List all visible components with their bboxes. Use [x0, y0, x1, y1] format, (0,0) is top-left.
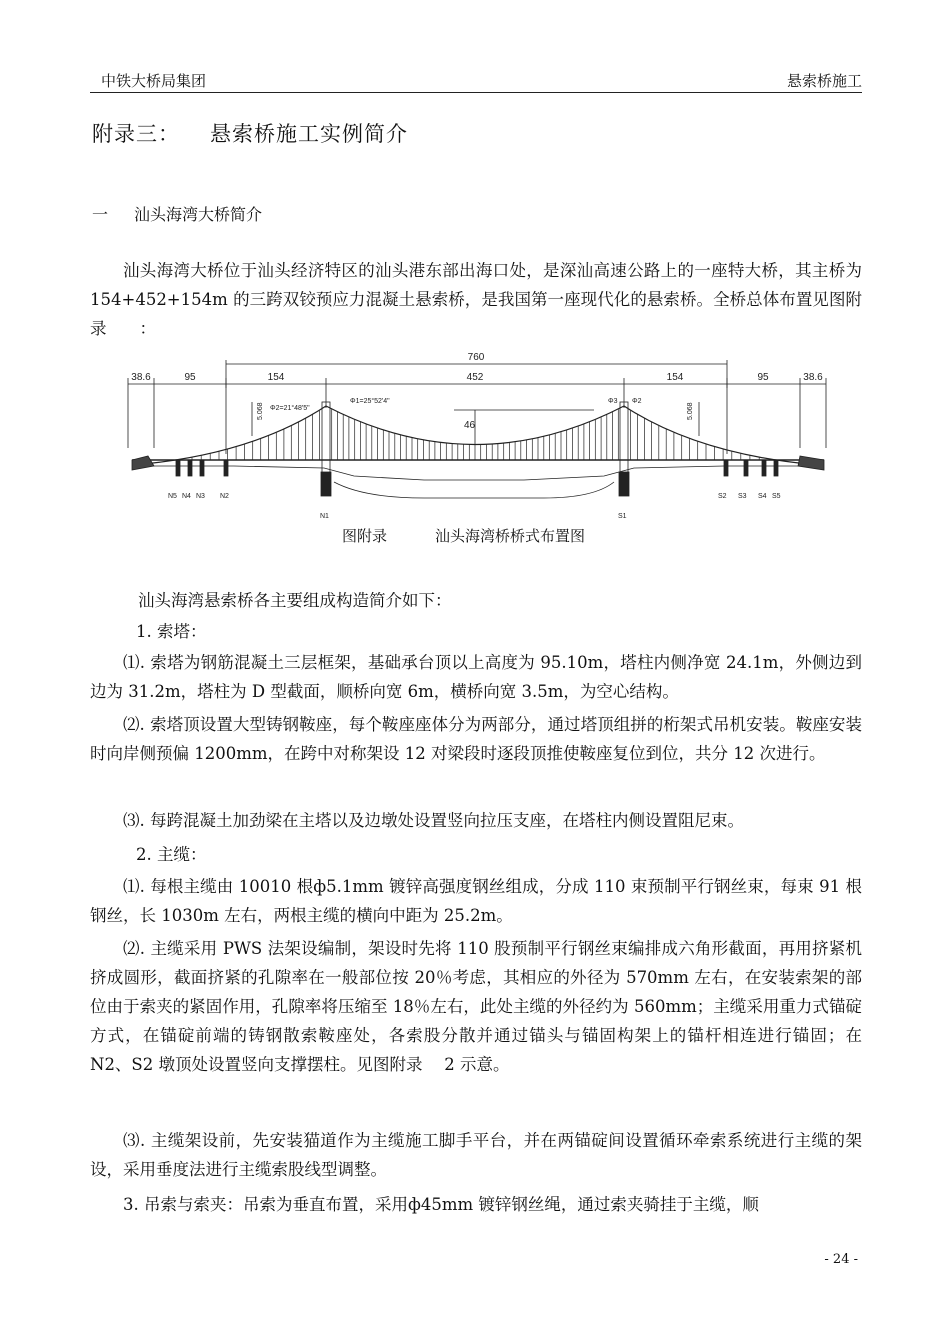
tower-label-s1: S1	[618, 513, 627, 520]
main-cable	[144, 406, 808, 464]
label-main-span: 452	[466, 372, 484, 383]
tower-item-3: ⑶. 每跨混凝土加劲梁在主塔以及边墩处设置竖向拉压支座，在塔柱内侧设置阻尼束。	[123, 811, 744, 830]
label-total: 760	[467, 352, 485, 363]
anchorage-right	[798, 456, 824, 470]
title-prefix: 附录三：	[92, 122, 180, 146]
cable-item-2: ⑵. 主缆采用 PWS 法架设编制，架设时先将 110 股预制平行钢丝束编排成六角形截面，再用挤紧机挤成圆形，截面挤紧的孔隙率在一般部位按 20％考虑，其相应的外径为 570mm 左右，在安装索架的部位由于索夹的紧固作用，孔隙率将压缩至 18％左右，此处主缆的外径约为 560mm；主缆采用重力式锚碇方式，在锚碇前端的铸钢散索鞍座处，各索股分散并通过锚头与锚固构架上的锚杆相连进行锚固；在 N2、S2 墩顶处设置竖向支撑摆柱。见图附录 2 示意。	[90, 939, 862, 1074]
tower-left	[322, 402, 330, 476]
label-right-end: 38.6	[803, 372, 823, 383]
tower-right	[620, 402, 628, 476]
figure-caption	[342, 525, 585, 546]
pier-s5: S5	[772, 493, 781, 500]
header-topic: 悬索桥施工	[786, 72, 862, 90]
figure-caption-text: 汕头海湾桥桥式布置图	[435, 527, 586, 545]
tower-heading: 1. 索塔：	[136, 622, 207, 641]
label-angle-4: Φ2	[632, 398, 642, 405]
section-title: 汕头海湾大桥简介	[134, 205, 263, 224]
label-left-side: 154	[267, 372, 285, 383]
pier-n4: N4	[182, 493, 191, 500]
pier-s2: S2	[718, 493, 727, 500]
label-right-height: 5.068	[687, 402, 694, 420]
pier-n3: N3	[196, 493, 205, 500]
figure-caption-label: 图附录	[342, 527, 388, 545]
river-bed	[334, 482, 614, 498]
label-left-height: 5.068	[257, 402, 264, 420]
tower-left-foundation	[321, 472, 331, 496]
label-sag: 46	[464, 420, 476, 431]
page-number: - 24 -	[824, 1252, 858, 1267]
title-text: 悬索桥施工实例简介	[210, 122, 408, 146]
components-intro: 汕头海湾悬索桥各主要组成构造简介如下：	[138, 591, 452, 610]
label-right-side: 154	[666, 372, 684, 383]
header-org: 中铁大桥局集团	[101, 72, 207, 90]
page-title	[92, 118, 408, 148]
header-divider	[90, 92, 862, 93]
tower-label-n1: N1	[320, 513, 329, 520]
label-right-approach: 95	[757, 372, 769, 383]
tower-item-2: ⑵. 索塔顶设置大型铸钢鞍座，每个鞍座座体分为两部分，通过塔顶组拼的桁架式吊机安装。鞍座安装时向岸侧预偏 1200mm，在跨中对称架设 12 对梁段时逐段顶推使鞍座复位到位，共分 12 次进行。	[90, 715, 862, 763]
label-left-approach: 95	[184, 372, 196, 383]
hanger-group	[192, 409, 759, 460]
label-left-end: 38.6	[131, 372, 151, 383]
label-angle-3: Φ3	[608, 398, 618, 405]
ground-line	[132, 466, 824, 480]
tower-item-1: ⑴. 索塔为钢筋混凝土三层框架，基础承台顶以上高度为 95.10m，塔柱内侧净宽 24.1m，外侧边到边为 31.2m，塔柱为 D 型截面，顺桥向宽 6m，横桥向宽 3.5m，为空心结构。	[90, 653, 862, 701]
section-heading	[92, 202, 262, 225]
cable-item-3: ⑶. 主缆架设前，先安装猫道作为主缆施工脚手平台，并在两锚碇间设置循环牵索系统进行主缆的架设，采用垂度法进行主缆索股线型调整。	[90, 1131, 862, 1179]
label-angle-2: Φ2=21°48'5"	[270, 405, 310, 412]
bridge-layout-figure	[124, 348, 830, 530]
tower-right-foundation	[619, 472, 629, 496]
pier-s4: S4	[758, 493, 767, 500]
hanger-paragraph: 3. 吊索与索夹：吊索为垂直布置，采用ф45mm 镀锌钢丝绳，通过索夹骑挂于主缆，顺	[123, 1195, 759, 1214]
cable-item-1: ⑴. 每根主缆由 10010 根ф5.1mm 镀锌高强度钢丝组成，分成 110 束预制平行钢丝束，每束 91 根钢丝，长 1030m 左右，两根主缆的横向中距为 25.2m。	[90, 877, 862, 925]
label-angle-1: Φ1=25°52'4"	[350, 398, 390, 405]
intro-paragraph: 汕头海湾大桥位于汕头经济特区的汕头港东部出海口处，是深汕高速公路上的一座特大桥，其主桥为 154+452+154m 的三跨双铰预应力混凝土悬索桥，是我国第一座现代化的悬索桥。全桥总体布置见图附录 ：	[90, 261, 862, 338]
anchorage-left	[132, 456, 154, 470]
section-number: 一	[92, 205, 109, 224]
pier-n5: N5	[168, 493, 177, 500]
pier-n2: N2	[220, 493, 229, 500]
cable-heading: 2. 主缆：	[136, 845, 207, 864]
pier-s3: S3	[738, 493, 747, 500]
